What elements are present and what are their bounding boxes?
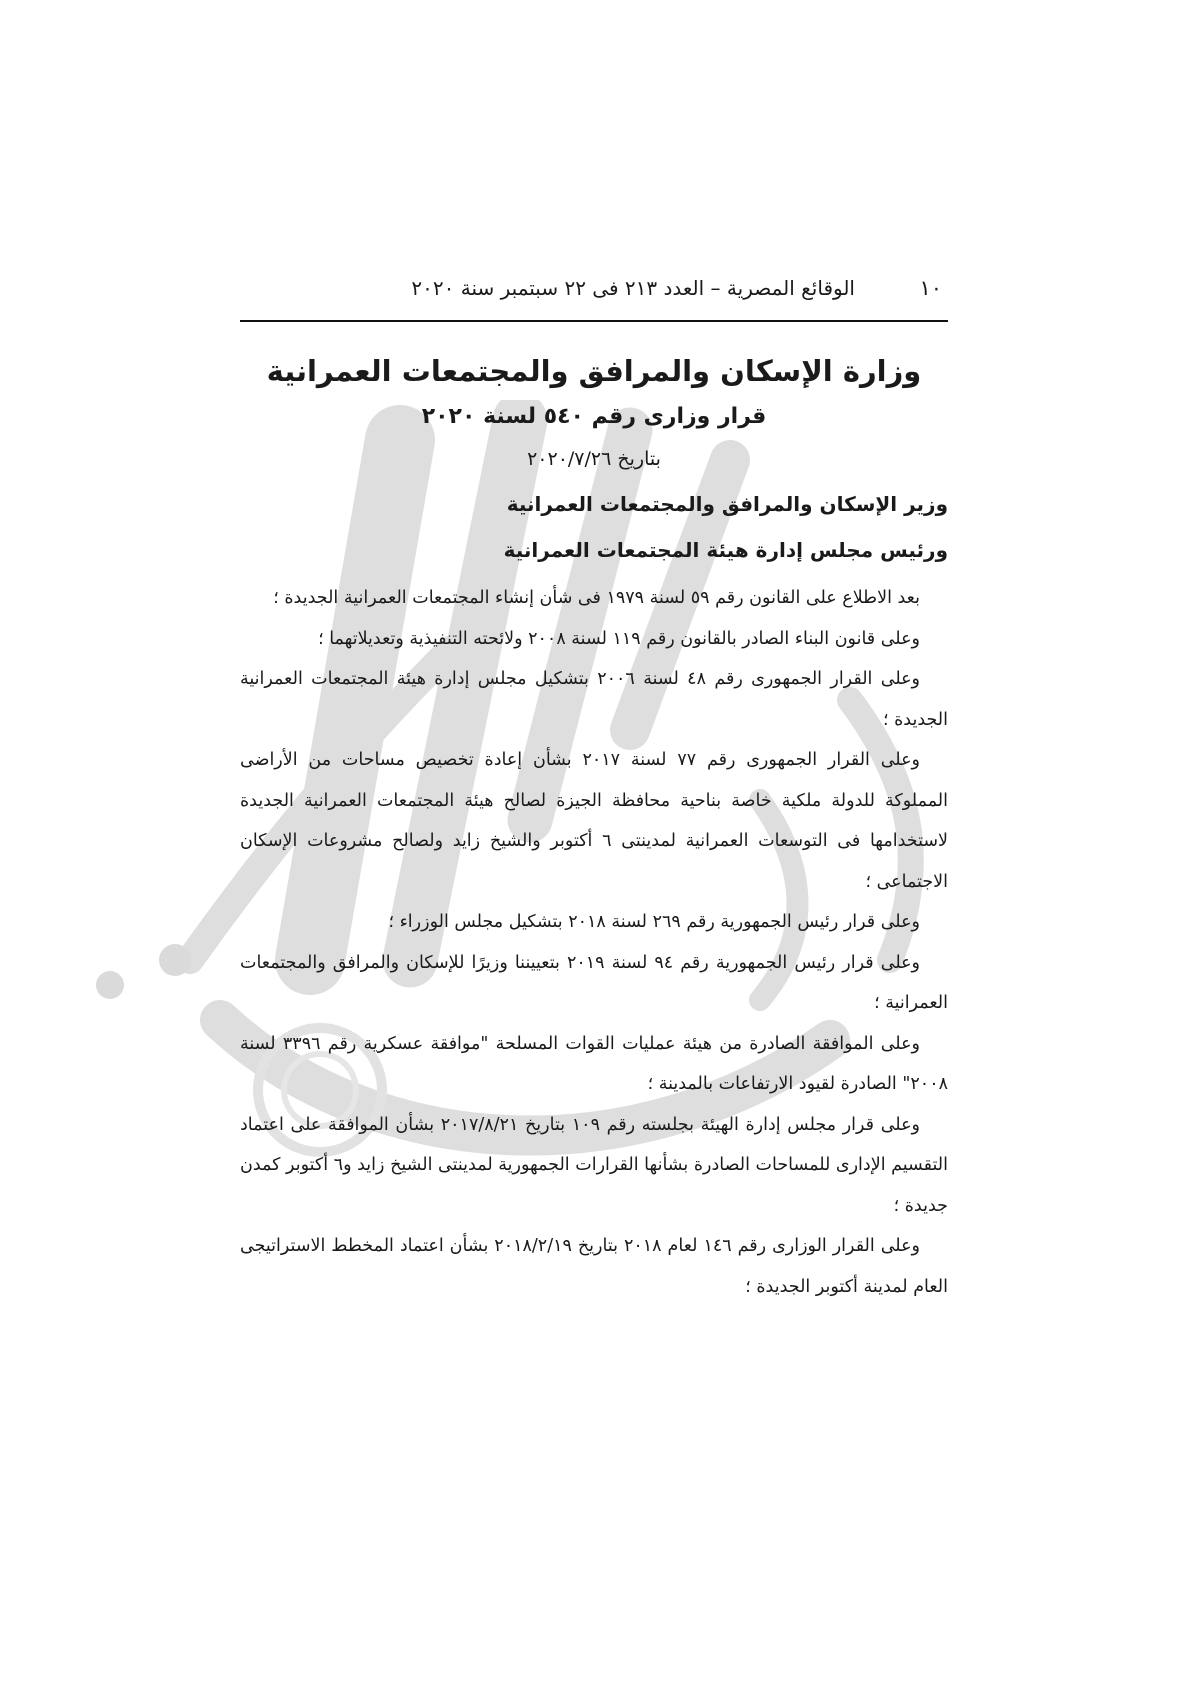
preamble-paragraph: وعلى القرار الجمهورى رقم ٧٧ لسنة ٢٠١٧ بشأن إعادة تخصيص مساحات من الأراضى المملوكة للدولة ملكية خاصة بناحية محافظة الجيزة لصالح هيئة المجتمعات العمرانية الجديدة لاستخدامها فى التوسعات العمرانية لمدينتى ٦ أكتوبر والشيخ زايد ولصالح مشروعات الإسكان الاجتماعى ؛ <box>240 750 948 892</box>
issuer-line-minister: وزير الإسكان والمرافق والمجتمعات العمرانية <box>506 492 948 516</box>
watermark-dot <box>96 971 124 999</box>
page-number: ١٠ <box>919 276 942 300</box>
preamble-paragraph: وعلى القرار الجمهورى رقم ٤٨ لسنة ٢٠٠٦ بتشكيل مجلس إدارة هيئة المجتمعات العمرانية الجديدة ؛ <box>240 669 948 730</box>
issuer-line-chairman: ورئيس مجلس إدارة هيئة المجتمعات العمرانية <box>503 538 948 562</box>
decree-date: بتاريخ ٢٠٢٠/٧/٢٦ <box>527 448 661 470</box>
preamble-paragraph: بعد الاطلاع على القانون رقم ٥٩ لسنة ١٩٧٩ فى شأن إنشاء المجتمعات العمرانية الجديدة ؛ <box>273 588 920 608</box>
ministry-title: وزارة الإسكان والمرافق والمجتمعات العمرانية <box>266 354 922 388</box>
preamble-paragraph: وعلى القرار الوزارى رقم ١٤٦ لعام ٢٠١٨ بتاريخ ٢٠١٨/٢/١٩ بشأن اعتماد المخطط الاستراتيجى العام لمدينة أكتوبر الجديدة ؛ <box>240 1236 948 1297</box>
watermark-dot <box>159 944 191 976</box>
preamble-paragraph: وعلى قرار مجلس إدارة الهيئة بجلسته رقم ١٠٩ بتاريخ ٢٠١٧/٨/٢١ بشأن الموافقة على اعتماد التقسيم الإدارى للمساحات الصادرة بشأنها القرارات الجمهورية لمدينتى الشيخ زايد و٦ أكتوبر كمدن جديدة ؛ <box>240 1114 948 1216</box>
decree-title: قرار وزارى رقم ٥٤٠ لسنة ٢٠٢٠ <box>421 404 767 429</box>
running-header <box>240 276 950 316</box>
preamble-paragraph: وعلى قرار رئيس الجمهورية رقم ٢٦٩ لسنة ٢٠١٨ بتشكيل مجلس الوزراء ؛ <box>388 912 920 932</box>
preamble-paragraph: وعلى الموافقة الصادرة من هيئة عمليات القوات المسلحة "موافقة عسكرية رقم ٣٣٩٦ لسنة ٢٠٠٨" الصادرة لقيود الارتفاعات بالمدينة ؛ <box>240 1033 948 1094</box>
header-divider <box>240 320 948 322</box>
preamble-paragraph: وعلى قرار رئيس الجمهورية رقم ٩٤ لسنة ٢٠١٩ بتعييننا وزيرًا للإسكان والمرافق والمجتمعات العمرانية ؛ <box>240 952 948 1013</box>
decree-preamble <box>240 578 948 1307</box>
publication-line: الوقائع المصرية – العدد ٢١٣ فى ٢٢ سبتمبر سنة ٢٠٢٠ <box>411 276 855 300</box>
preamble-paragraph: وعلى قانون البناء الصادر بالقانون رقم ١١٩ لسنة ٢٠٠٨ ولائحته التنفيذية وتعديلاتهما ؛ <box>318 628 920 649</box>
